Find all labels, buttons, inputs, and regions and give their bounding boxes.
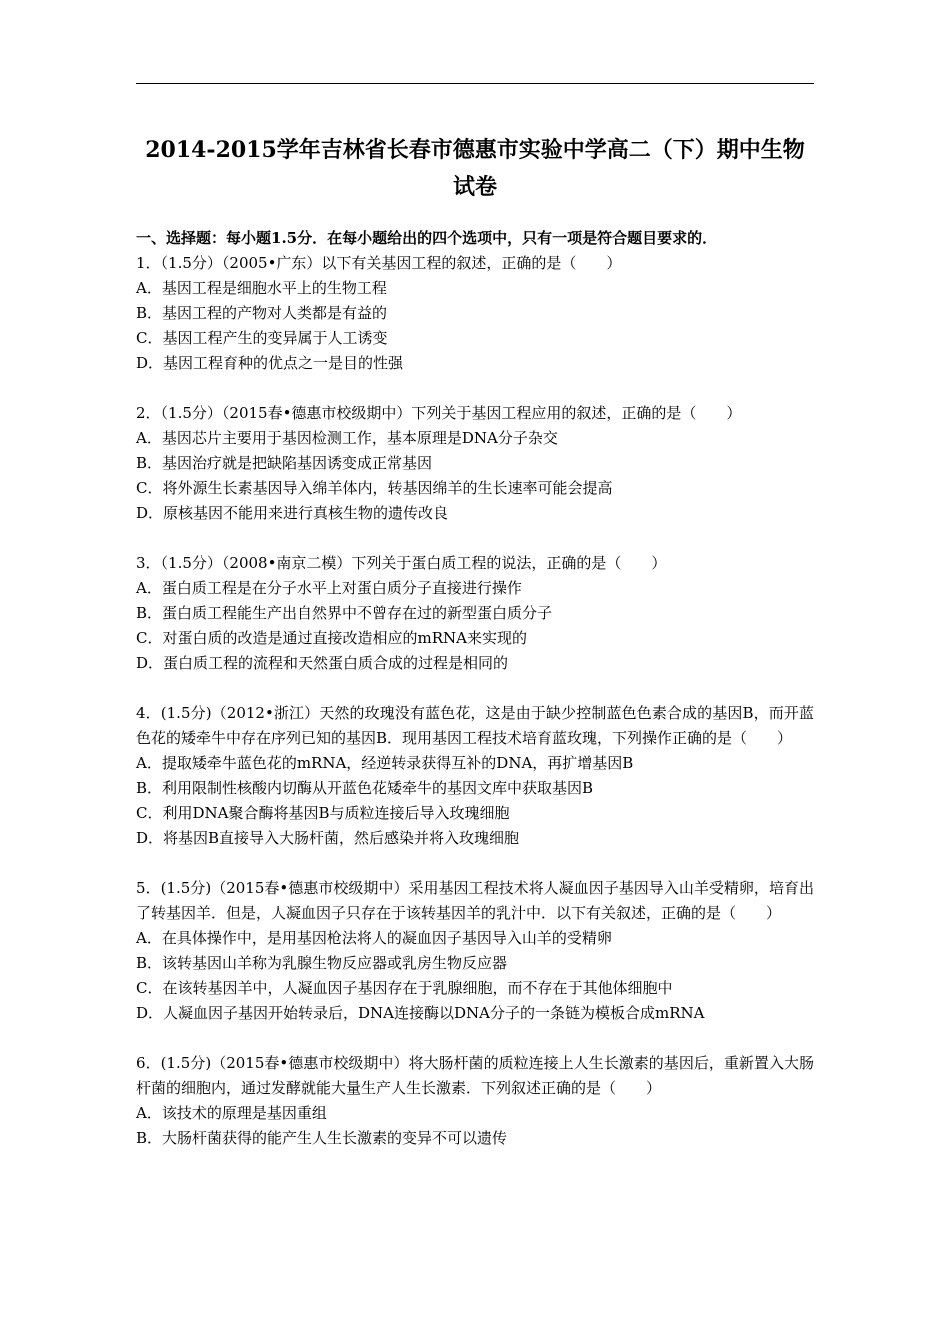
option-d: D．蛋白质工程的流程和天然蛋白质合成的过程是相同的 — [136, 654, 509, 672]
document-body — [136, 226, 814, 1176]
option-d: D．人凝血因子基因开始转录后，DNA连接酶以DNA分子的一条链为模板合成mRNA — [136, 1004, 705, 1022]
option-b: B．该转基因山羊称为乳腺生物反应器或乳房生物反应器 — [136, 954, 508, 972]
option-a: A．蛋白质工程是在分子水平上对蛋白质分子直接进行操作 — [136, 579, 522, 597]
option-b: B．基因工程的产物对人类都是有益的 — [136, 304, 388, 322]
title-line-1: 2014-2015学年吉林省长春市德惠市实验中学高二（下）期中生物 — [145, 137, 805, 163]
option-a: A．基因工程是细胞水平上的生物工程 — [136, 279, 387, 297]
option-a: A．基因芯片主要用于基因检测工作，基本原理是DNA分子杂交 — [136, 429, 558, 447]
option-d: D．原核基因不能用来进行真核生物的遗传改良 — [136, 504, 449, 522]
question-stem: 4．(1.5分)（2012•浙江）天然的玫瑰没有蓝色花，这是由于缺少控制蓝色色素合成的基因B，而开蓝色花的矮牵牛中存在序列已知的基因B．现用基因工程技术培育蓝玫瑰，下列操作正确的是（ ） — [136, 704, 814, 747]
question-3 — [136, 551, 814, 676]
question-stem: 5．(1.5分)（2015春•德惠市校级期中）采用基因工程技术将人凝血因子基因导入山羊受精卵，培育出了转基因羊．但是，人凝血因子只存在于该转基因羊的乳汁中．以下有关叙述，正确的是（ ） — [136, 879, 814, 922]
question-stem: 2．（1.5分）（2015春•德惠市校级期中）下列关于基因工程应用的叙述，正确的是（ ） — [136, 404, 742, 422]
question-4 — [136, 701, 814, 851]
question-1 — [136, 251, 814, 376]
option-a: A．在具体操作中，是用基因枪法将人的凝血因子基因导入山羊的受精卵 — [136, 929, 612, 947]
question-stem: 1．（1.5分）（2005•广东）以下有关基因工程的叙述，正确的是（ ） — [136, 254, 622, 272]
question-stem: 3．（1.5分）（2008•南京二模）下列关于蛋白质工程的说法，正确的是（ ） — [136, 554, 667, 572]
option-c: C．对蛋白质的改造是通过直接改造相应的mRNA来实现的 — [136, 629, 527, 647]
option-c: C．利用DNA聚合酶将基因B与质粒连接后导入玫瑰细胞 — [136, 804, 510, 822]
option-d: D．基因工程育种的优点之一是目的性强 — [136, 354, 404, 372]
option-b: B．利用限制性核酸内切酶从开蓝色花矮牵牛的基因文库中获取基因B — [136, 779, 594, 797]
question-6 — [136, 1051, 814, 1151]
option-c: C．将外源生长素基因导入绵羊体内，转基因绵羊的生长速率可能会提高 — [136, 479, 613, 497]
title-line-2: 试卷 — [452, 174, 497, 200]
section-heading: 一、选择题：每小题1.5分．在每小题给出的四个选项中，只有一项是符合题目要求的． — [136, 229, 718, 247]
header-rule — [136, 83, 814, 84]
question-stem: 6．(1.5分)（2015春•德惠市校级期中）将大肠杆菌的质粒连接上人生长激素的基因后，重新置入大肠杆菌的细胞内，通过发酵就能大量生产人生长激素．下列叙述正确的是（ ） — [136, 1054, 814, 1097]
option-c: C．基因工程产生的变异属于人工诱变 — [136, 329, 388, 347]
option-b: B．蛋白质工程能生产出自然界中不曾存在过的新型蛋白质分子 — [136, 604, 553, 622]
option-a: A．提取矮牵牛蓝色花的mRNA，经逆转录获得互补的DNA，再扩增基因B — [136, 754, 634, 772]
question-5 — [136, 876, 814, 1026]
document-title — [136, 132, 814, 206]
option-b: B．基因治疗就是把缺陷基因诱变成正常基因 — [136, 454, 433, 472]
option-a: A．该技术的原理是基因重组 — [136, 1104, 327, 1122]
option-c: C．在该转基因羊中，人凝血因子基因存在于乳腺细胞，而不存在于其他体细胞中 — [136, 979, 673, 997]
question-2 — [136, 401, 814, 526]
option-d: D．将基因B直接导入大肠杆菌，然后感染并将入玫瑰细胞 — [136, 829, 520, 847]
option-b: B．大肠杆菌获得的能产生人生长激素的变异不可以遗传 — [136, 1129, 508, 1147]
